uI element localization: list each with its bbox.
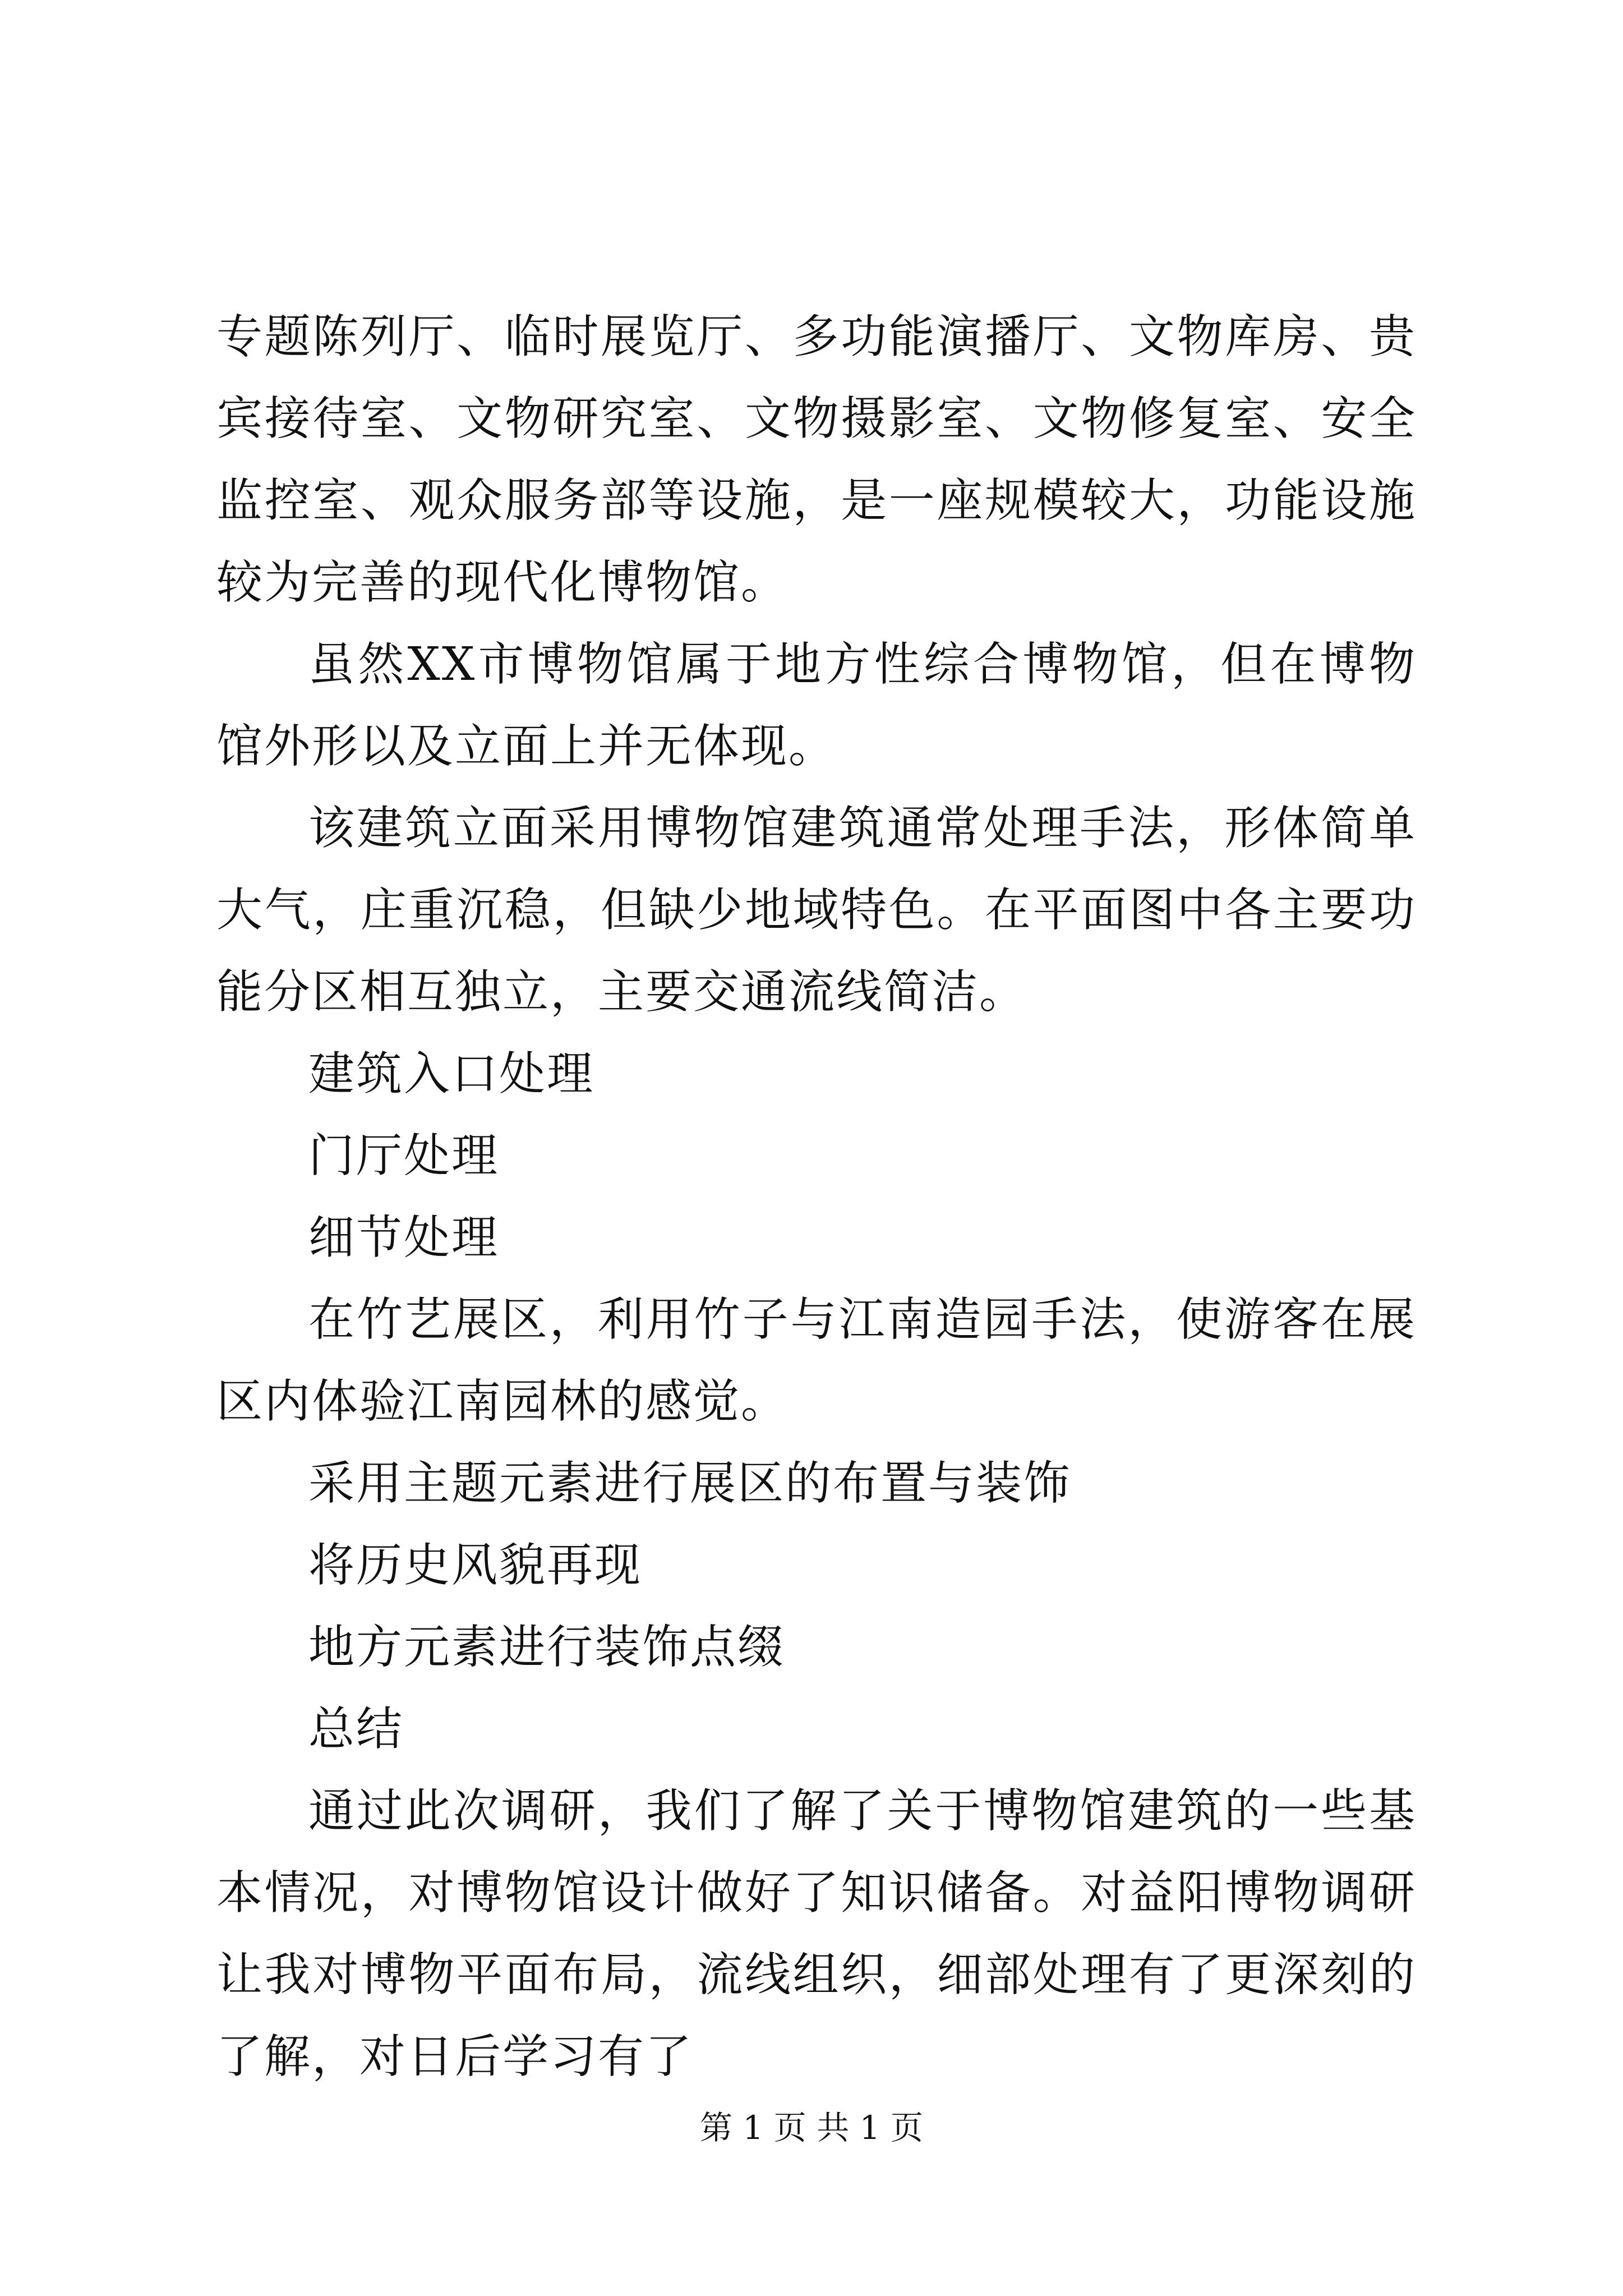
heading-entrance: 建筑入口处理 [308,1047,595,1101]
heading-local-elements: 地方元素进行装饰点缀 [308,1621,786,1674]
paragraph-facade: 该建筑立面采用博物馆建筑通常处理手法，形体简单大气，庄重沉稳，但缺少地域特色。在平面图中各主要功能分区相互独立，主要交通流线简洁。 [216,802,1417,1019]
heading-theme-elements: 采用主题元素进行展区的布置与装饰 [308,1457,1072,1510]
paragraph-bamboo-exhibit: 在竹艺展区，利用竹子与江南造园手法，使游客在展区内体验江南园林的感觉。 [216,1293,1417,1428]
heading-lobby: 门厅处理 [308,1129,500,1182]
paragraph-museum-type: 虽然XX市博物馆属于地方性综合博物馆，但在博物馆外形以及立面上并无体现。 [216,638,1417,773]
paragraph-facilities: 专题陈列厅、临时展览厅、多功能演播厅、文物库房、贵宾接待室、文物研究室、文物摄影室、文物修复室、安全监控室、观众服务部等设施，是一座规模较大，功能设施较为完善的现代化博物馆。 [216,310,1417,609]
heading-summary: 总结 [308,1703,404,1756]
heading-details: 细节处理 [308,1211,500,1264]
page-number-footer: 第 1 页 共 1 页 [700,2109,923,2147]
heading-historical-scene: 将历史风貌再现 [308,1539,643,1592]
document-body [216,296,1417,2098]
paragraph-summary: 通过此次调研，我们了解了关于博物馆建筑的一些基本情况，对博物馆设计做好了知识储备。对益阳博物调研让我对博物平面布局，流线组织，细部处理有了更深刻的了解，对日后学习有了 [216,1784,1417,2083]
